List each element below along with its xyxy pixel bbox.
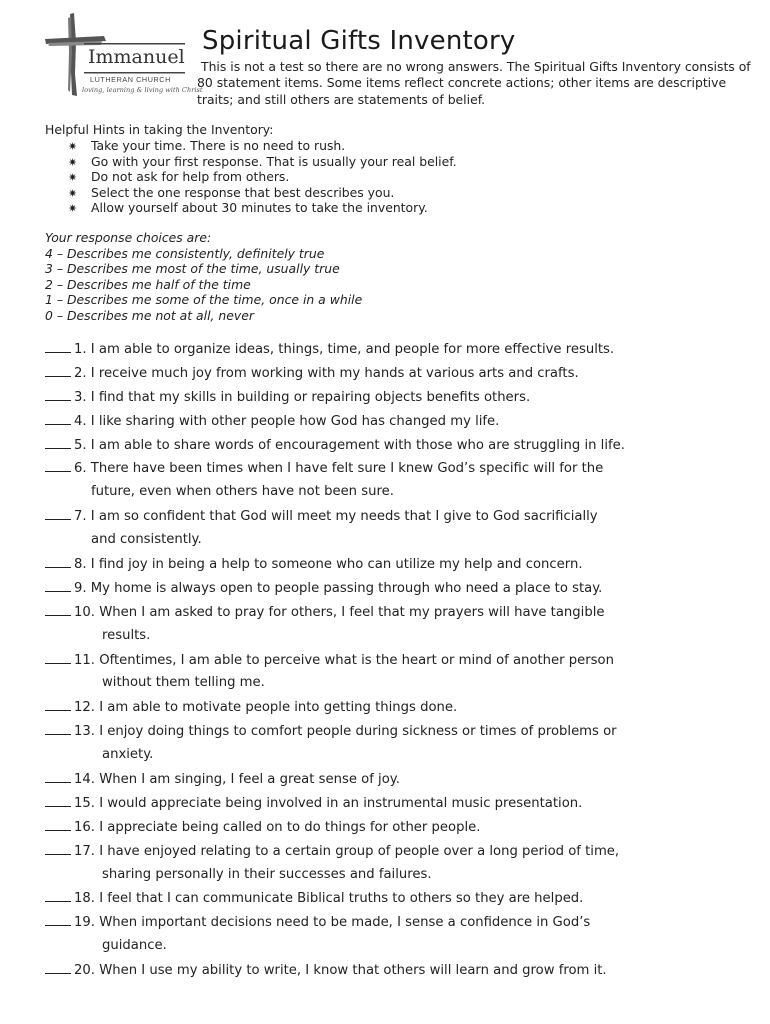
statement-text: I am able to share words of encouragement with those who are struggling in life. [90, 437, 625, 453]
statement-line [45, 412, 745, 436]
statement-line [45, 436, 745, 460]
statement-text: I feel that I can communicate Biblical truths to others so they are helped. [99, 891, 584, 907]
choice-item: 3 – Describes me most of the time, usually true [45, 261, 340, 277]
statement-item [45, 961, 745, 985]
statement-line [45, 555, 745, 579]
choice-item: 4 – Describes me consistently, definitely true [45, 245, 325, 261]
statement-item [45, 555, 745, 579]
statement-continuation: anxiety. [102, 747, 154, 763]
statement-item [45, 842, 745, 890]
statement-line [45, 388, 745, 412]
church-logo [44, 12, 203, 96]
answer-blank[interactable] [45, 388, 71, 401]
statement-item [45, 770, 745, 794]
answer-blank[interactable] [45, 340, 71, 353]
hint-item [68, 154, 457, 170]
statement-line [45, 889, 745, 913]
statement-line [45, 722, 745, 746]
answer-blank[interactable] [45, 364, 71, 377]
statement-text: Oftentimes, I am able to perceive what is the heart or mind of another person [99, 652, 614, 668]
statement-item [45, 698, 745, 722]
statement-text: I would appreciate being involved in an instrumental music presentation. [99, 795, 583, 811]
statement-line [45, 340, 745, 364]
statement-list [45, 340, 745, 985]
intro-line: 80 statement items. Some items reflect concrete actions; other items are descriptive [197, 75, 727, 91]
statement-item [45, 436, 745, 460]
answer-blank[interactable] [45, 913, 71, 926]
statement-item [45, 364, 745, 388]
intro-line: traits; and still others are statements of belief. [197, 91, 486, 107]
statement-text: When I am singing, I feel a great sense of joy. [99, 772, 400, 788]
statement-number: 6. [74, 461, 87, 477]
statement-number: 2. [74, 365, 87, 381]
statement-text: I like sharing with other people how God has changed my life. [90, 413, 500, 429]
statement-text: I am able to organize ideas, things, time, and people for more effective results. [90, 342, 615, 357]
statement-line [45, 603, 745, 627]
page-title: Spiritual Gifts Inventory [202, 26, 516, 56]
logo-tagline: loving, learning & living with Christ [82, 86, 203, 94]
star-icon: ✷ [68, 186, 78, 200]
statement-line [45, 842, 745, 866]
statement-number: 3. [74, 389, 87, 405]
statement-number: 11. [74, 652, 95, 668]
statement-text: When important decisions need to be made, I sense a confidence in God’s [99, 915, 591, 931]
statement-line [45, 770, 745, 794]
response-choices [45, 230, 362, 324]
statement-number: 9. [74, 580, 87, 596]
statement-text: I enjoy doing things to comfort people during sickness or times of problems or [99, 724, 617, 740]
statement-line [45, 459, 745, 483]
statement-number: 4. [74, 413, 87, 429]
statement-item [45, 913, 745, 961]
answer-blank[interactable] [45, 842, 71, 855]
statement-continuation: without them telling me. [102, 675, 265, 691]
answer-blank[interactable] [45, 579, 71, 592]
statement-continuation: sharing personally in their successes and failures. [102, 866, 432, 882]
statement-number: 8. [74, 557, 87, 573]
answer-blank[interactable] [45, 889, 71, 902]
logo-name: Immanuel [88, 46, 185, 68]
statement-line [45, 507, 745, 531]
choice-item: 1 – Describes me some of the time, once in a while [45, 292, 363, 308]
statement-number: 13. [74, 724, 95, 740]
statement-continuation: results. [102, 627, 151, 643]
statement-item [45, 412, 745, 436]
statement-number: 5. [74, 437, 87, 453]
intro-line: This is not a test so there are no wrong answers. The Spiritual Gifts Inventory consists of [201, 59, 751, 74]
hint-text: Allow yourself about 30 minutes to take the inventory. [91, 200, 428, 216]
statement-item [45, 459, 745, 507]
star-icon: ✷ [68, 140, 78, 153]
statement-number: 7. [74, 509, 87, 525]
statement-item [45, 722, 745, 770]
hint-item [68, 169, 457, 185]
answer-blank[interactable] [45, 436, 71, 449]
statement-text: When I use my ability to write, I know that others will learn and grow from it. [99, 963, 607, 979]
statement-line [45, 364, 745, 388]
hint-item [68, 200, 457, 216]
statement-number: 19. [74, 915, 95, 931]
statement-continuation: guidance. [102, 938, 167, 954]
statement-line [45, 818, 745, 842]
answer-blank[interactable] [45, 555, 71, 568]
choices-heading: Your response choices are: [45, 230, 212, 245]
statement-number: 17. [74, 843, 95, 859]
intro-paragraph [197, 59, 751, 108]
hints-list [68, 138, 457, 216]
statement-item [45, 889, 745, 913]
statement-item [45, 651, 745, 699]
statement-item [45, 579, 745, 603]
statement-line [45, 651, 745, 675]
statement-line [45, 913, 745, 937]
statement-number: 20. [74, 963, 95, 979]
statement-item [45, 794, 745, 818]
hint-text: Go with your first response. That is usually your real belief. [91, 153, 457, 169]
statement-line [45, 794, 745, 818]
statement-number: 10. [74, 604, 95, 620]
answer-blank[interactable] [45, 961, 71, 974]
choice-item: 2 – Describes me half of the time [45, 276, 251, 292]
answer-blank[interactable] [45, 651, 71, 664]
statement-item [45, 388, 745, 412]
answer-blank[interactable] [45, 818, 71, 831]
statement-continuation: and consistently. [91, 532, 202, 548]
logo-subtitle: LUTHERAN CHURCH [90, 75, 171, 84]
statement-text: I appreciate being called on to do things for other people. [99, 819, 481, 835]
statement-line [45, 698, 745, 722]
hint-text: Select the one response that best describes you. [91, 184, 395, 200]
answer-blank[interactable] [45, 794, 71, 807]
star-icon: ✷ [68, 155, 78, 169]
statement-number: 1. [74, 342, 87, 357]
answer-blank[interactable] [45, 507, 71, 520]
answer-blank[interactable] [45, 770, 71, 783]
answer-blank[interactable] [45, 722, 71, 735]
statement-text: I have enjoyed relating to a certain group of people over a long period of time, [99, 843, 620, 859]
hints-heading: Helpful Hints in taking the Inventory: [45, 122, 274, 137]
statement-text: I find that my skills in building or repairing objects benefits others. [90, 389, 531, 405]
statement-item [45, 507, 745, 555]
hint-item [68, 185, 457, 201]
answer-blank[interactable] [45, 603, 71, 616]
statement-text: I am able to motivate people into getting things done. [99, 700, 458, 716]
statement-number: 16. [74, 819, 95, 835]
statement-text: I find joy in being a help to someone who can utilize my help and concern. [90, 557, 583, 573]
answer-blank[interactable] [45, 412, 71, 425]
statement-number: 18. [74, 891, 95, 907]
star-icon: ✷ [68, 171, 78, 185]
statement-text: When I am asked to pray for others, I feel that my prayers will have tangible [99, 604, 605, 620]
hint-text: Take your time. There is no need to rush. [91, 138, 346, 153]
statement-text: I receive much joy from working with my hands at various arts and crafts. [90, 365, 579, 381]
statement-text: I am so confident that God will meet my needs that I give to God sacrificially [90, 509, 598, 525]
statement-number: 14. [74, 772, 95, 788]
statement-number: 15. [74, 795, 95, 811]
hint-item [68, 138, 457, 154]
statement-item [45, 603, 745, 651]
statement-line [45, 579, 745, 603]
star-icon: ✷ [68, 202, 78, 216]
statement-number: 12. [74, 700, 95, 716]
answer-blank[interactable] [45, 698, 71, 711]
hint-text: Do not ask for help from others. [91, 169, 290, 185]
statement-line [45, 961, 745, 985]
statement-item [45, 340, 745, 364]
statement-text: There have been times when I have felt sure I knew God’s specific will for the [90, 461, 604, 477]
answer-blank[interactable] [45, 459, 71, 472]
statement-item [45, 818, 745, 842]
cross-icon [44, 12, 203, 96]
choice-item: 0 – Describes me not at all, never [45, 307, 254, 323]
statement-continuation: future, even when others have not been sure. [91, 484, 394, 500]
statement-text: My home is always open to people passing through who need a place to stay. [90, 580, 603, 596]
